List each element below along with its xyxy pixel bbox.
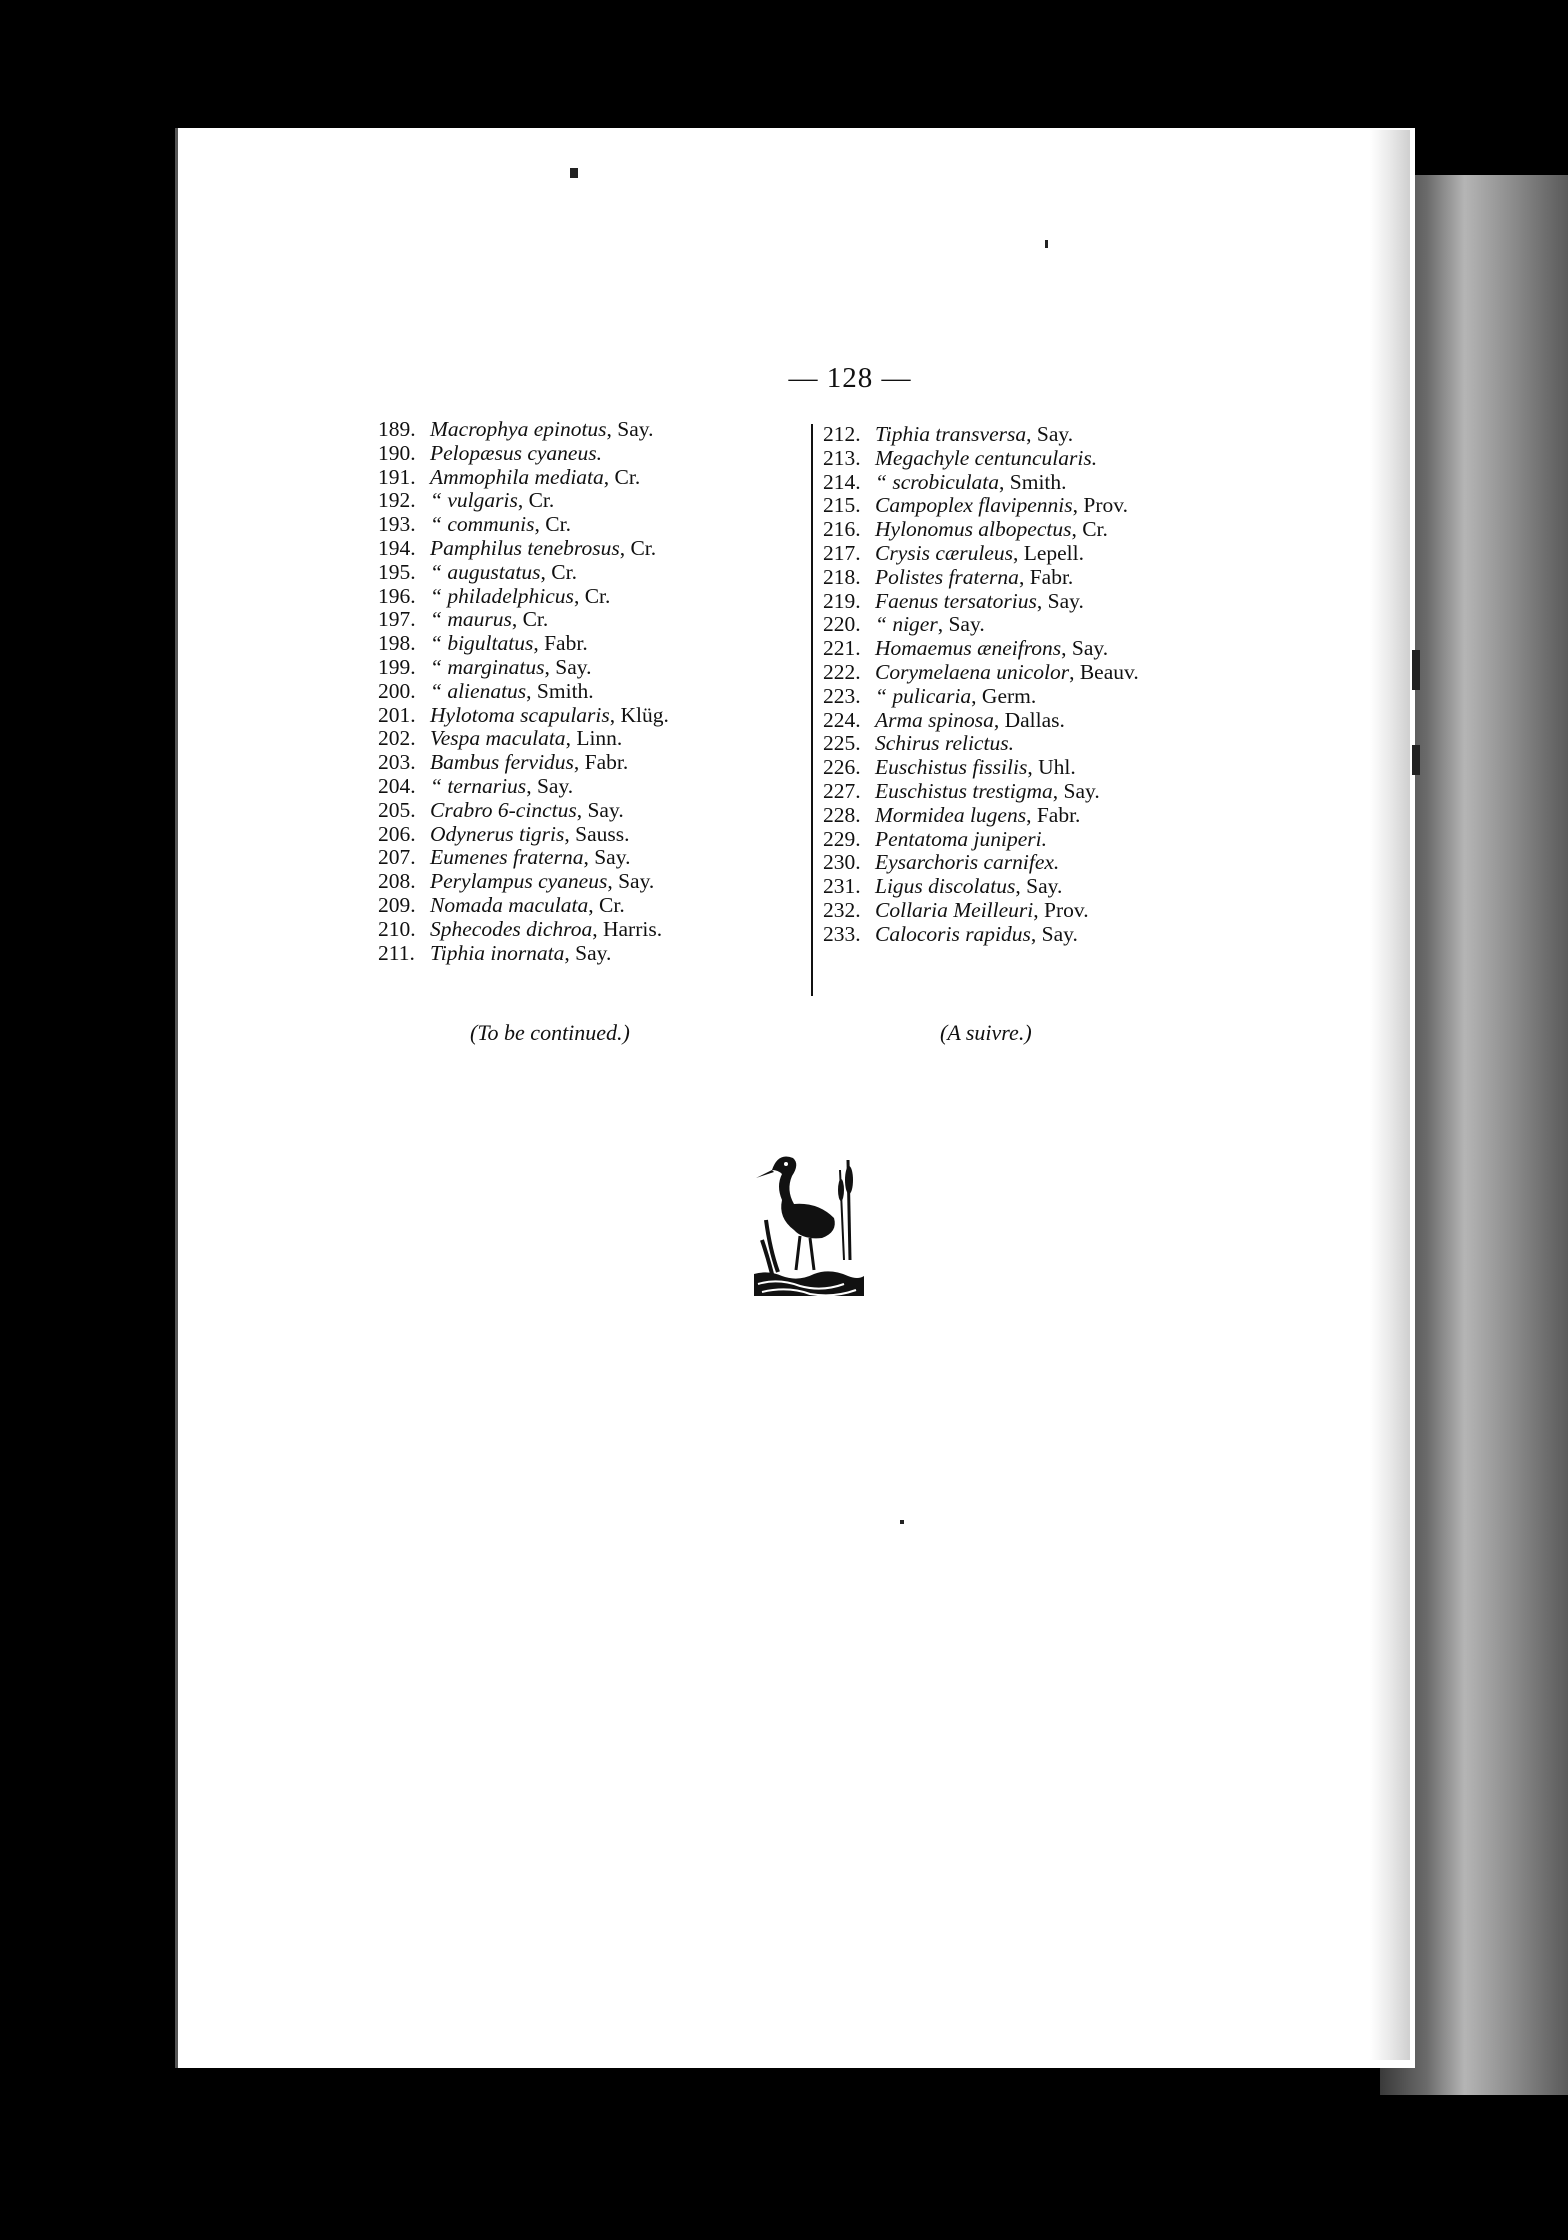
species-entry [378,704,808,728]
species-name: “ bigultatus [430,631,534,656]
species-authority: Cr. [584,583,611,608]
species-entry [823,590,1243,614]
species-entry [378,894,808,918]
separator: , [526,773,537,798]
species-name: Pentatoma juniperi. [875,826,1047,851]
species-authority: Say. [1063,778,1100,803]
species-name: Pamphilus tenebrosus [430,535,620,560]
entry-number: 227. [823,778,861,803]
species-entry [823,518,1243,542]
entry-number: 224. [823,707,861,732]
species-entry [378,537,808,561]
entry-number: 189. [378,417,416,441]
species-entry [378,608,808,632]
species-name: “ ternarius [430,773,527,798]
separator: , [565,726,577,751]
species-entry [378,418,808,442]
entry-number: 219. [823,588,861,613]
species-entry [823,756,1243,780]
species-name: “ marginatus [430,654,545,679]
separator: , [573,750,585,775]
separator: , [544,654,556,679]
species-name: “ vulgaris [430,488,518,513]
species-entry [823,875,1243,899]
species-authority: Say. [594,845,631,870]
species-entry [823,471,1243,495]
separator: , [606,417,618,441]
separator: , [1036,588,1048,613]
species-name: Macrophya epinotus [430,417,607,441]
entry-number: 220. [823,612,861,637]
separator: , [1015,874,1027,899]
separator: , [1061,636,1072,661]
species-entry [823,780,1243,804]
right-species-list [823,423,1243,947]
separator: , [511,607,523,632]
species-name: “ pulicaria [875,683,972,708]
entry-number: 197. [378,607,416,632]
species-name: “ niger [875,612,938,637]
entry-number: 206. [378,821,416,846]
species-name: Pelopæsus cyaneus. [430,440,602,465]
species-name: Crabro 6-cinctus [430,797,577,822]
species-authority: Say. [1047,588,1084,613]
speck [570,168,578,178]
species-authority: Prov. [1083,493,1129,518]
separator: , [1030,921,1042,946]
entry-number: 228. [823,802,861,827]
separator: , [592,916,603,941]
species-name: Tiphia inornata [430,940,565,965]
separator: , [583,845,595,870]
entry-number: 232. [823,897,861,922]
separator: , [588,892,600,917]
species-authority: Say. [1026,874,1063,899]
species-entry [378,823,808,847]
species-entry [823,899,1243,923]
separator: , [517,488,529,513]
species-name: Vespa maculata [430,726,566,751]
species-entry [823,923,1243,947]
left-species-list [378,418,808,965]
page-shadow [1370,130,1410,2060]
species-name: Eumenes fraterna [430,845,584,870]
continued-note-fr: (A suivre.) [940,1020,1032,1045]
entry-number: 217. [823,540,861,565]
species-authority: Lepell. [1023,540,1085,565]
speck [1045,240,1048,248]
species-name: “ alienatus [430,678,527,703]
entry-number: 222. [823,659,861,684]
species-name: Odynerus tigris [430,821,565,846]
species-authority: Cr. [545,512,571,537]
separator: , [619,535,631,560]
entry-number: 208. [378,869,416,894]
species-entry [378,466,808,490]
entry-number: 194. [378,535,416,560]
species-authority: Cr. [522,607,549,632]
species-entry [823,423,1243,447]
separator: , [1052,778,1064,803]
separator: , [1026,422,1037,446]
entry-number: 213. [823,445,861,470]
species-authority: Germ. [981,683,1037,708]
species-name: Homaemus æneifrons [875,636,1062,661]
species-name: Euschistus trestigma [875,778,1053,803]
species-authority: Sauss. [575,821,630,846]
species-name: Ammophila mediata [430,464,604,489]
entry-number: 231. [823,874,861,899]
species-name: Faenus tersatorius [875,588,1037,613]
species-authority: Cr. [599,892,625,917]
species-entry [378,585,808,609]
species-entry [378,632,808,656]
species-authority: Cr. [630,535,657,560]
species-entry [823,613,1243,637]
species-entry [823,685,1243,709]
species-name: Megachyle centuncularis. [875,445,1098,470]
species-name: “ scrobiculata [875,469,1000,494]
entry-number: 210. [378,916,416,941]
separator: , [971,683,982,708]
separator: , [607,869,619,894]
species-name: Hylonomus albopectus [875,517,1072,542]
species-authority: Cr. [551,559,577,584]
entry-number: 223. [823,683,861,708]
species-entry [823,851,1243,875]
species-entry [823,542,1243,566]
species-authority: Say. [555,654,592,679]
entry-number: 190. [378,440,416,465]
species-name: Schirus relictus. [875,731,1014,756]
species-entry [378,918,808,942]
species-entry [378,775,808,799]
species-authority: Fabr. [584,750,629,775]
entry-number: 204. [378,773,416,798]
species-authority: Smith. [1009,469,1067,494]
separator: , [564,821,576,846]
species-name: “ augustatus [430,559,541,584]
species-authority: Say. [575,940,612,965]
species-authority: Uhl. [1038,755,1076,780]
species-name: “ communis [430,512,535,537]
entry-number: 233. [823,921,861,946]
entry-number: 199. [378,654,416,679]
separator: , [1071,517,1083,542]
entry-number: 203. [378,750,416,775]
species-authority: Fabr. [1029,564,1074,589]
species-name: “ maurus [430,607,512,632]
species-entry [823,661,1243,685]
species-name: Corymelaena unicolor [875,659,1070,684]
species-entry [378,870,808,894]
separator: , [540,559,552,584]
entry-number: 195. [378,559,416,584]
entry-number: 225. [823,731,861,756]
entry-number: 218. [823,564,861,589]
separator: , [1012,540,1024,565]
species-entry [378,846,808,870]
entry-number: 229. [823,826,861,851]
page-number: — 128 — [788,362,912,394]
species-authority: Fabr. [1036,802,1081,827]
species-name: Perylampus cyaneus [430,869,608,894]
species-entry [823,709,1243,733]
species-authority: Cr. [614,464,641,489]
entry-number: 212. [823,422,861,446]
species-name: Campoplex flavipennis [875,493,1073,518]
species-name: Mormidea lugens [875,802,1027,827]
species-entry [378,513,808,537]
species-authority: Say. [1071,636,1109,661]
species-authority: Dallas. [1004,707,1065,732]
entry-number: 221. [823,636,861,661]
species-entry [378,942,808,966]
speck [1412,745,1420,775]
species-name: Sphecodes dichroa [430,916,593,941]
species-name: Calocoris rapidus [875,921,1031,946]
species-name: Crysis cæruleus [875,540,1013,565]
species-entry [823,566,1243,590]
species-entry [378,680,808,704]
species-authority: Say. [617,417,654,441]
species-entry [823,732,1243,756]
separator: , [573,583,585,608]
species-name: Ligus discolatus [875,874,1016,899]
species-authority: Cr. [528,488,555,513]
separator: , [1026,802,1037,827]
separator: , [1069,659,1080,684]
species-authority: Say. [618,869,655,894]
separator: , [526,678,537,703]
species-authority: Smith. [536,678,594,703]
species-entry [378,751,808,775]
species-name: Polistes fraterna [875,564,1019,589]
separator: , [1027,755,1039,780]
species-entry [378,489,808,513]
species-name: Bambus fervidus [430,750,574,775]
separator: , [937,612,949,637]
species-entry [823,447,1243,471]
heron-among-reeds-icon [748,1140,868,1300]
species-authority: Harris. [602,916,663,941]
entry-number: 198. [378,631,416,656]
entry-number: 201. [378,702,416,727]
entry-number: 226. [823,755,861,780]
entry-number: 207. [378,845,416,870]
separator: , [993,707,1005,732]
entry-number: 205. [378,797,416,822]
species-authority: Say. [1041,921,1078,946]
species-name: “ philadelphicus [430,583,574,608]
species-entry [823,828,1243,852]
entry-number: 193. [378,512,416,537]
entry-number: 192. [378,488,416,513]
species-authority: Klüg. [620,702,669,727]
separator: , [1072,493,1084,518]
entry-number: 230. [823,850,861,875]
species-entry [378,561,808,585]
entry-number: 196. [378,583,416,608]
species-authority: Say. [536,773,574,798]
separator: , [564,940,576,965]
species-entry [823,637,1243,661]
separator: , [534,512,546,537]
separator: , [1033,897,1045,922]
entry-number: 215. [823,493,861,518]
species-entry [823,494,1243,518]
species-entry [378,799,808,823]
entry-number: 216. [823,517,861,542]
species-authority: Say. [948,612,985,637]
separator: , [609,702,621,727]
species-name: Tiphia transversa [875,422,1027,446]
species-authority: Linn. [576,726,623,751]
entry-number: 209. [378,892,416,917]
species-entry [378,727,808,751]
species-authority: Fabr. [544,631,588,656]
separator: , [533,631,545,656]
species-name: Hylotoma scapularis [430,702,610,727]
continued-note-en: (To be continued.) [470,1020,630,1045]
speck [1412,650,1420,690]
entry-number: 191. [378,464,416,489]
entry-number: 214. [823,469,861,494]
species-authority: Cr. [1082,517,1108,542]
species-authority: Prov. [1044,897,1089,922]
separator: , [1018,564,1030,589]
species-authority: Say. [587,797,624,822]
entry-number: 200. [378,678,416,703]
separator: , [603,464,615,489]
separator: , [999,469,1010,494]
entry-number: 211. [378,940,415,965]
separator: , [576,797,588,822]
species-name: Arma spinosa [875,707,994,732]
species-entry [378,656,808,680]
species-name: Nomada maculata [430,892,589,917]
species-name: Eysarchoris carnifex. [875,850,1060,875]
species-name: Collaria Meilleuri [875,897,1034,922]
species-entry [823,804,1243,828]
speck [900,1520,904,1524]
species-entry [378,442,808,466]
species-authority: Say. [1036,422,1074,446]
column-divider [811,424,813,996]
entry-number: 202. [378,726,416,751]
species-authority: Beauv. [1079,659,1139,684]
species-name: Euschistus fissilis [875,755,1028,780]
